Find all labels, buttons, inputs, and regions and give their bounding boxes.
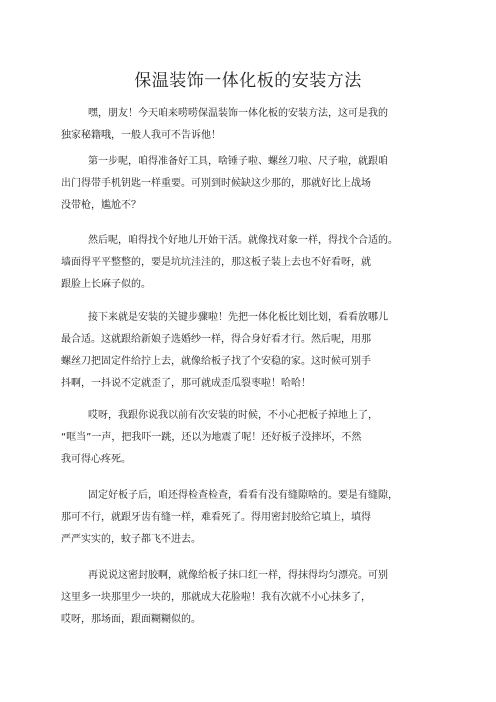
paragraph-line: 螺丝刀把固定件给拧上去，就像给板子找了个安稳的家。这时候可别手 (61, 356, 371, 367)
paragraph-line: 这里多一块那里少一块的，那就成大花脸啦！我有次就不小心抹多了， (61, 592, 371, 603)
paragraph-line: 那可不行，就跟牙齿有缝一样，难看死了。得用密封胶给它填上，填得 (61, 512, 371, 523)
paragraph-line: 没带枪，尴尬不？ (61, 200, 141, 211)
paragraph-line: 我可得心疼死。 (61, 454, 131, 465)
paragraph-line: 再说说这密封胶啊，就像给板子抹口红一样，得抹得均匀漂亮。可别 (88, 570, 388, 581)
paragraph-5 (61, 405, 441, 471)
document-title: 保温装饰一体化板的安装方法 (134, 71, 362, 91)
paragraph-line: 墙面得平平整整的，要是坑坑洼洼的，那这板子装上去也不好看呀，就 (61, 257, 371, 268)
paragraph-line: 严严实实的，蚊子都飞不进去。 (61, 534, 201, 545)
paragraph-line: 哎呀，那场面，跟面糊糊似的。 (61, 614, 201, 625)
paragraph-line: 第一步呢，咱得准备好工具，啥锤子啦、螺丝刀啦、尺子啦，就跟咱 (88, 156, 388, 167)
paragraph-line: 固定好板子后，咱还得检查检查，看看有没有缝隙啥的。要是有缝隙， (88, 490, 398, 501)
paragraph-line: 跟脸上长麻子似的。 (61, 279, 151, 290)
paragraph-3 (61, 230, 441, 296)
paragraph-line: 然后呢，咱得找个好地儿开始干活。就像找对象一样，得找个合适的。 (88, 235, 398, 246)
paragraph-line: 抖啊，一抖说不定就歪了，那可就成歪瓜裂枣啦！哈哈！ (61, 378, 311, 389)
paragraph-4 (61, 307, 441, 395)
paragraph-line: 嘿，朋友！今天咱来唠唠保温装饰一体化板的安装方法，这可是我的 (88, 108, 388, 119)
paragraph-2 (61, 151, 441, 217)
paragraph-line: “哐当”一声，把我吓一跳，还以为地震了呢！还好板子没摔坏，不然 (61, 432, 362, 443)
paragraph-line: 独家秘籍哦，一般人我可不告诉他！ (61, 130, 221, 141)
paragraph-7 (61, 565, 441, 631)
paragraph-line: 出门得带手机钥匙一样重要。可别到时候缺这少那的，那就好比上战场 (61, 178, 371, 189)
paragraph-line: 最合适。这就跟给新娘子选婚纱一样，得合身好看才行。然后呢，用那 (61, 334, 371, 345)
paragraph-line: 哎呀，我跟你说我以前有次安装的时候，不小心把板子掉地上了， (88, 410, 378, 421)
paragraph-1 (61, 103, 441, 147)
paragraph-6 (61, 485, 441, 551)
paragraph-line: 接下来就是安装的关键步骤啦！先把一体化板比划比划，看看放哪儿 (88, 312, 388, 323)
